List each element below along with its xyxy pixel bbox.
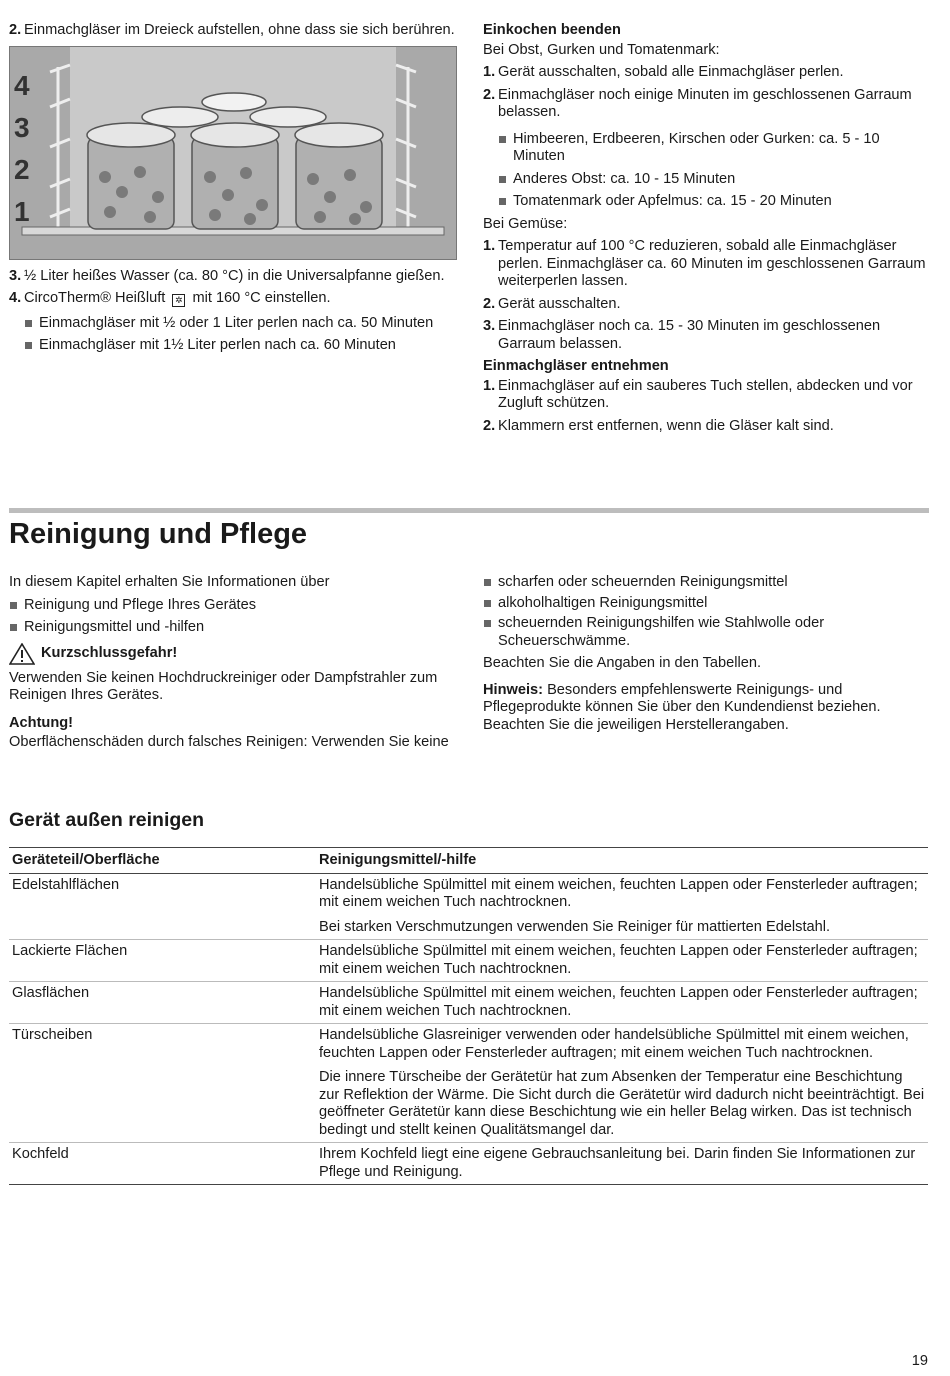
bullet-icon (498, 171, 513, 189)
step: 3. Einmachgläser noch ca. 15 - 30 Minuten im geschlossenen Garraum belassen. (483, 318, 881, 352)
step-text-pre: CircoTherm® Heißluft (24, 290, 166, 306)
list-item: Anderes Obst: ca. 10 - 15 Minuten (498, 171, 929, 189)
bullet-icon (24, 315, 39, 333)
bullet-icon (483, 615, 498, 650)
list-item: Himbeeren, Erdbeeren, Kirschen oder Gurken: ca. 5 - 10 Minuten (498, 131, 929, 166)
step: 1. Gerät ausschalten, sobald alle Einmachgläser perlen. (483, 64, 844, 80)
rack-levels (14, 65, 30, 233)
list-item: alkoholhaltigen Reinigungsmittel (483, 595, 929, 613)
list-item: Reinigungsmittel und -hilfen (9, 619, 455, 637)
table-cell-method: Handelsübliche Spülmittel mit einem weichen, feuchten Lappen oder Fensterleder auftragen; mit einem weichen Tuch nachtrocknen. (316, 940, 928, 982)
hint-paragraph (483, 682, 929, 735)
table-cell-method: Handelsübliche Spülmittel mit einem weichen, feuchten Lappen oder Fensterleder auftragen; mit einem weichen Tuch nachtrocknen. (316, 982, 928, 1024)
level-label: 4 (14, 69, 30, 101)
warning-triangle-icon (9, 643, 35, 665)
table-row (9, 982, 928, 1024)
bullet-icon (483, 574, 498, 592)
bullet-icon (498, 193, 513, 211)
caution-text: Oberflächenschäden durch falsches Reinigen: Verwenden Sie keine (9, 734, 449, 750)
heading-einkochen-beenden: Einkochen beenden (483, 22, 621, 38)
oven-jars-illustration (9, 46, 457, 260)
chapter-intro: In diesem Kapitel erhalten Sie Informationen über (9, 574, 330, 590)
table-cell-method: Handelsübliche Spülmittel mit einem weichen, feuchten Lappen oder Fensterleder auftragen; mit einem weichen Tuch nachtrocknen. Bei starken Verschmutzungen verwenden Sie Reiniger für mattierten Edelstahl. (316, 873, 928, 940)
section-title: Reinigung und Pflege (9, 518, 308, 550)
table-cell-part: Türscheiben (9, 1024, 316, 1143)
left-mid-column (9, 574, 455, 757)
table-cell-method: Handelsübliche Glasreiniger verwenden oder handelsübliche Spülmittel mit einem weichen, feuchten Lappen oder Fensterleder auftragen; mit einem weichen Tuch nachtrocknen. Die innere Türscheibe der Gerätetür hat zum Absenken der Temperatur eine Beschichtung zur Reflektion der Wärme. Die Sicht durch die Gerätetür wird dadurch nicht beeinträchtigt. Bei geöffneter Gerätetür kann diese Beschichtung wie ein heller Belag wirken. Das ist technisch bedingt und stellt keinen Qualitätsmangel dar. (316, 1024, 928, 1143)
intro-vegetables: Bei Gemüse: (483, 215, 568, 232)
warning-heading (9, 643, 455, 665)
step-text: Einmachgläser im Dreieck aufstellen, ohne dass sie sich berühren. (24, 22, 455, 38)
step-text-post: mit 160 °C einstellen. (192, 290, 331, 306)
table-cell-part: Kochfeld (9, 1143, 316, 1185)
subsection-title: Gerät außen reinigen (9, 809, 205, 831)
warning-title: Kurzschlussgefahr! (41, 644, 178, 661)
page-number: 19 (911, 1352, 928, 1369)
table-cell-method: Ihrem Kochfeld liegt eine eigene Gebrauchsanleitung bei. Darin finden Sie Informationen zur Pflege und Reinigung. (316, 1143, 928, 1185)
bullet-icon (9, 597, 24, 615)
table-row (9, 940, 928, 982)
bullet-icon (483, 595, 498, 613)
hint-label: Hinweis: (483, 681, 544, 698)
step-number: 3. (9, 267, 22, 284)
step-text: ½ Liter heißes Wasser (ca. 80 °C) in die Universalpfanne gießen. (24, 267, 445, 284)
list-item: Einmachgläser mit 1½ Liter perlen nach ca. 60 Minuten (24, 337, 455, 355)
hint-text: Besonders empfehlenswerte Reinigungs- und Pflegeprodukte können Sie über den Kundendienst beziehen. Beachten Sie die jeweiligen Herstellerangaben. (483, 681, 881, 733)
step: 2. Einmachgläser noch einige Minuten im geschlossenen Garraum belassen. (483, 86, 912, 120)
list-item: Reinigung und Pflege Ihres Gerätes (9, 597, 455, 615)
step: 1. Einmachgläser auf ein sauberes Tuch stellen, abdecken und vor Zugluft schützen. (483, 377, 913, 411)
table-row (9, 1143, 928, 1185)
step-number: 2. (9, 22, 22, 38)
caution-title: Achtung! (9, 714, 74, 731)
table-cell-part: Edelstahlflächen (9, 873, 316, 940)
level-label: 3 (14, 111, 30, 143)
bullet-icon (9, 619, 24, 637)
section-divider (9, 508, 929, 513)
oven-illustration-svg (10, 47, 456, 259)
left-top-column (9, 22, 455, 360)
intro-fruit: Bei Obst, Gurken und Tomatenmark: (483, 41, 720, 58)
level-label: 1 (14, 195, 30, 227)
list-item: scharfen oder scheuernden Reinigungsmittel (483, 574, 929, 592)
cleaning-table (9, 847, 928, 1185)
list-item: Einmachgläser mit ½ oder 1 Liter perlen nach ca. 50 Minuten (24, 315, 455, 333)
step: 2. Klammern erst entfernen, wenn die Gläser kalt sind. (483, 417, 834, 434)
step-4 (9, 290, 455, 308)
step-number: 4. (9, 290, 22, 306)
step-text (24, 290, 455, 308)
step-2 (9, 22, 455, 40)
warning-text: Verwenden Sie keinen Hochdruckreiniger oder Dampfstrahler zum Reinigen Ihres Gerätes. (9, 669, 438, 703)
right-top-column (483, 22, 929, 440)
list-item: Tomatenmark oder Apfelmus: ca. 15 - 20 Minuten (498, 193, 929, 211)
step: 1. Temperatur auf 100 °C reduzieren, sobald alle Einmachgläser perlen. Einmachgläser ca. 60 Minuten im geschlossenen Garraum weiterperlen lassen. (483, 238, 926, 289)
hot-air-fan-icon: ✲ (172, 294, 185, 307)
column-header: Geräteteil/Oberfläche (9, 848, 316, 874)
step: 2. Gerät ausschalten. (483, 295, 621, 312)
column-header: Reinigungsmittel/-hilfe (316, 848, 928, 874)
table-cell-part: Glasflächen (9, 982, 316, 1024)
table-row (9, 1024, 928, 1143)
table-row (9, 873, 928, 940)
note-tables: Beachten Sie die Angaben in den Tabellen. (483, 655, 762, 671)
bullet-icon (498, 131, 513, 166)
bullet-icon (24, 337, 39, 355)
right-mid-column (483, 574, 929, 739)
list-item: scheuernden Reinigungshilfen wie Stahlwolle oder Scheuerschwämme. (483, 615, 929, 650)
heading-einmachglaeser-entnehmen: Einmachgläser entnehmen (483, 358, 669, 374)
level-label: 2 (14, 153, 30, 185)
step-3 (9, 268, 455, 286)
table-cell-part: Lackierte Flächen (9, 940, 316, 982)
table-header-row (9, 848, 928, 874)
